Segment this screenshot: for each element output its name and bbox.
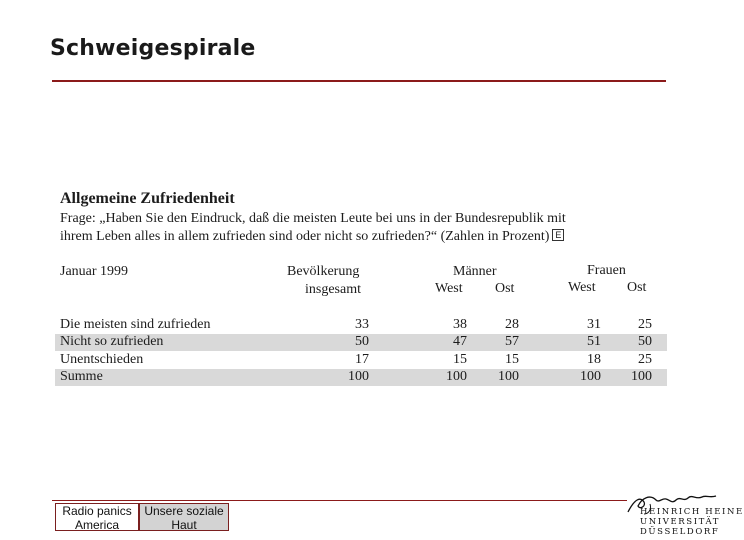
table-cell: 100 <box>348 369 369 384</box>
row-label: Unentschieden <box>60 352 144 367</box>
col-header-men-ost: Ost <box>495 281 515 296</box>
logo-line-2: UNIVERSITÄT <box>640 517 721 527</box>
table-cell: 15 <box>505 352 519 367</box>
logo-line-1: HEINRICH HEINE <box>640 507 744 517</box>
table-cell: 18 <box>587 352 601 367</box>
footer-box-radio-panics <box>55 503 139 531</box>
table-cell: 100 <box>446 369 467 384</box>
col-header-men-west: West <box>435 281 463 296</box>
table-cell: 38 <box>453 317 467 332</box>
col-group-men: Männer <box>453 264 497 279</box>
title-divider <box>52 80 666 82</box>
footer-box-line: America <box>74 518 119 532</box>
table-cell: 50 <box>638 334 652 349</box>
row-label: Die meisten sind zufrieden <box>60 317 211 332</box>
survey-date: Januar 1999 <box>60 264 129 279</box>
table-cell: 25 <box>638 352 652 367</box>
table-cell: 17 <box>355 352 369 367</box>
table-cell: 50 <box>355 334 369 349</box>
row-label: Nicht so zufrieden <box>60 334 164 349</box>
footer-box-line: Unsere soziale <box>144 504 224 518</box>
table-cell: 100 <box>580 369 601 384</box>
table-cell: 28 <box>505 317 519 332</box>
survey-question <box>60 210 660 246</box>
table-cell: 100 <box>631 369 652 384</box>
footer-box-line: Radio panics <box>62 504 132 518</box>
slide-title: Schweigespirale <box>50 36 256 61</box>
table-cell: 25 <box>638 317 652 332</box>
footer-box-soziale-haut <box>139 503 229 531</box>
table-cell: 57 <box>505 334 519 349</box>
university-logo <box>626 490 744 538</box>
question-line-2: ihrem Leben alles in allem zufrieden sind oder nicht so zufrieden?“ (Zahlen in Prozent) E <box>60 228 660 246</box>
logo-line-3: DÜSSELDORF <box>640 527 720 537</box>
row-label: Summe <box>60 369 103 384</box>
table-cell: 100 <box>498 369 519 384</box>
table-cell: 47 <box>453 334 467 349</box>
table-cell: 51 <box>587 334 601 349</box>
col-group-women: Frauen <box>587 263 626 278</box>
table-heading: Allgemeine Zufriedenheit <box>60 190 235 207</box>
table-cell: 31 <box>587 317 601 332</box>
col-header-women-west: West <box>568 280 596 295</box>
footer-divider <box>52 500 627 501</box>
table-cell: 33 <box>355 317 369 332</box>
col-header-women-ost: Ost <box>627 280 647 295</box>
col-header-total-line2: insgesamt <box>305 282 361 297</box>
footer-box-line: Haut <box>171 518 197 532</box>
col-header-total-line1: Bevölkerung <box>287 264 360 279</box>
question-source-mark: E <box>552 229 564 241</box>
question-line-1: Frage: „Haben Sie den Eindruck, daß die meisten Leute bei uns in der Bundesrepublik mit <box>60 211 566 226</box>
survey-table-image <box>55 186 667 396</box>
table-cell: 15 <box>453 352 467 367</box>
